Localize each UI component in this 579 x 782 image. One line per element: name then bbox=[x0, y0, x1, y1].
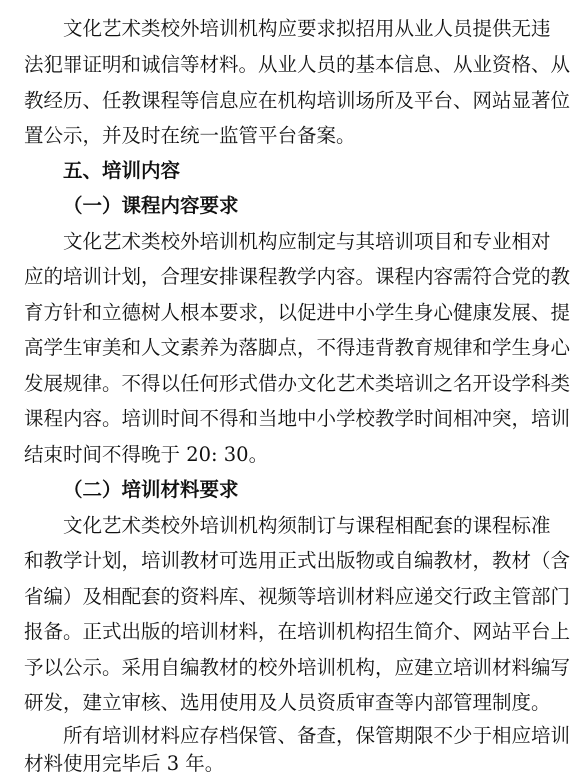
paragraph-line: 文化艺术类校外培训机构应要求拟招用从业人员提供无违 bbox=[63, 17, 551, 40]
paragraph-line: 所有培训材料应存档保管、备查，保管期限不少于相应培训 bbox=[63, 724, 571, 747]
paragraph-line: 高学生审美和人文素养为落脚点，不得违背教育规律和学生身心 bbox=[24, 336, 571, 359]
paragraph-line: 发展规律。不得以任何形式借办文化艺术类培训之名开设学科类 bbox=[24, 372, 571, 395]
paragraph-line: 应的培训计划，合理安排课程教学内容。课程内容需符合党的教 bbox=[24, 265, 571, 288]
paragraph-line: 置公示，并及时在统一监管平台备案。 bbox=[24, 124, 356, 147]
paragraph-line: 育方针和立德树人根本要求，以促进中小学生身心健康发展、提 bbox=[24, 301, 571, 324]
paragraph-line: 文化艺术类校外培训机构须制订与课程相配套的课程标准 bbox=[63, 514, 551, 537]
section-heading: 五、培训内容 bbox=[63, 159, 181, 182]
subsection-heading: （一）课程内容要求 bbox=[63, 194, 239, 217]
paragraph-line: 省编）及相配套的资料库、视频等培训材料应递交行政主管部门 bbox=[24, 585, 571, 608]
paragraph-line: 予以公示。采用自编教材的校外培训机构，应建立培训材料编写 bbox=[24, 656, 571, 679]
paragraph-line: 课程内容。培训时间不得和当地中小学校教学时间相冲突，培训 bbox=[24, 407, 571, 430]
paragraph-line: 教经历、任教课程等信息应在机构培训场所及平台、网站显著位 bbox=[24, 89, 571, 112]
paragraph-line: 报备。正式出版的培训材料，在培训机构招生简介、网站平台上 bbox=[24, 620, 571, 643]
paragraph-line: 研发，建立审核、选用使用及人员资质审查等内部管理制度。 bbox=[24, 691, 551, 714]
paragraph-line: 和教学计划，培训教材可选用正式出版物或自编教材，教材（含 bbox=[24, 549, 571, 572]
subsection-heading: （二）培训材料要求 bbox=[63, 478, 239, 501]
paragraph-line: 法犯罪证明和诚信等材料。从业人员的基本信息、从业资格、从 bbox=[24, 53, 571, 76]
paragraph-line: 文化艺术类校外培训机构应制定与其培训项目和专业相对 bbox=[63, 230, 551, 253]
paragraph-line: 结束时间不得晚于 20: 30。 bbox=[24, 443, 269, 466]
paragraph-line: 材料使用完毕后 3 年。 bbox=[24, 752, 225, 775]
